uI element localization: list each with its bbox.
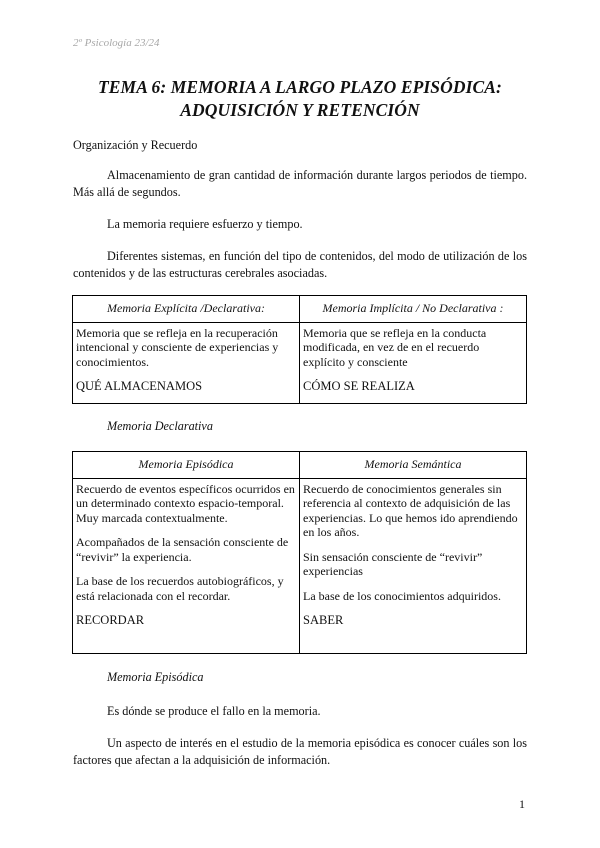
table2-header-episodic: Memoria Episódica — [73, 452, 300, 479]
section-label: Organización y Recuerdo — [73, 138, 198, 152]
declarative-memory-table — [72, 451, 527, 654]
title-line-2: ADQUISICIÓN Y RETENCIÓN — [180, 100, 420, 120]
table1-header-implicit: Memoria Implícita / No Declarativa : — [300, 296, 527, 323]
semantic-label: SABER — [303, 613, 344, 627]
memory-types-table — [72, 295, 527, 404]
semantic-paragraph-1: Recuerdo de conocimientos generales sin referencia al contexto de adquisición de las experiencias. Lo que hemos ido aprendiendo en los años. — [303, 481, 518, 539]
episodic-paragraph-3: La base de los recuerdos autobiográficos, y está relacionada con el recordar. — [76, 574, 284, 603]
table2-cell-episodic — [73, 478, 300, 653]
title-line-1: TEMA 6: MEMORIA A LARGO PLAZO EPISÓDICA: — [98, 77, 502, 97]
intro-paragraph-1: Almacenamiento de gran cantidad de información durante largos periodos de tiempo. Más allá de segundos. — [73, 168, 527, 199]
declarativa-heading: Memoria Declarativa — [107, 419, 213, 433]
intro-paragraph-2: La memoria requiere esfuerzo y tiempo. — [107, 217, 303, 231]
page-number: 1 — [519, 797, 525, 811]
table1-cell-implicit — [300, 322, 527, 403]
explicit-label: QUÉ ALMACENAMOS — [76, 379, 203, 393]
episodic-paragraph-2: Acompañados de la sensación consciente de “revivir” la experiencia. — [76, 535, 289, 564]
implicit-label: CÓMO SE REALIZA — [303, 379, 415, 393]
intro-paragraph-3: Diferentes sistemas, en función del tipo de contenidos, del modo de utilización de los contenidos y de las estructuras cerebrales asociadas. — [73, 249, 527, 280]
implicit-description: Memoria que se refleja en la conducta modificada, en vez de en el recuerdo explícito y consciente — [303, 325, 487, 369]
episodica-heading: Memoria Episódica — [107, 670, 204, 684]
page-title — [60, 76, 540, 122]
table1-cell-explicit — [73, 322, 300, 403]
episodic-paragraph-1: Recuerdo de eventos específicos ocurridos en un determinado contexto espacio-temporal. Muy marcada contextualmente. — [76, 481, 295, 525]
table1-header-explicit: Memoria Explícita /Declarativa: — [73, 296, 300, 323]
explicit-description: Memoria que se refleja en la recuperación intencional y consciente de experiencias y conocimientos. — [76, 325, 279, 369]
episodica-paragraph-1: Es dónde se produce el fallo en la memoria. — [107, 704, 321, 718]
semantic-paragraph-3: La base de los conocimientos adquiridos. — [303, 588, 501, 603]
episodica-paragraph-2: Un aspecto de interés en el estudio de la memoria episódica es conocer cuáles son los factores que afectan a la adquisición de información. — [73, 736, 527, 767]
episodic-label: RECORDAR — [76, 613, 145, 627]
semantic-paragraph-2: Sin sensación consciente de “revivir” experiencias — [303, 549, 483, 578]
table2-header-semantic: Memoria Semántica — [300, 452, 527, 479]
table2-cell-semantic — [300, 478, 527, 653]
running-header: 2º Psicología 23/24 — [73, 37, 160, 49]
